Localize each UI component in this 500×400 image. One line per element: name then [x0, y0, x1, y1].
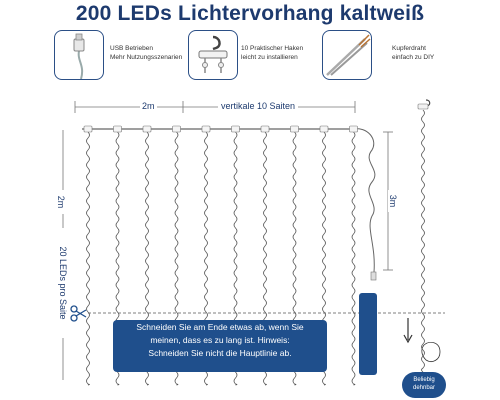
- strand-hook-clip: [143, 126, 151, 132]
- strand-hook-clip: [173, 126, 181, 132]
- page-title: 200 LEDs Lichtervorhang kaltweiß: [75, 2, 425, 25]
- strand-hook-clip: [84, 126, 92, 132]
- feature-usb-line1: USB Betrieben: [110, 45, 153, 52]
- badge-line-2: dehnbar: [412, 385, 436, 391]
- power-cable: [352, 129, 375, 272]
- badge-line-1: Beliebig: [413, 377, 435, 383]
- strand-hook-clip: [202, 126, 210, 132]
- strands-label: vertikale 10 Saiten: [218, 101, 298, 111]
- strand-hook-clip: [261, 126, 269, 132]
- notice-line-2: meinen, dass es zu lang ist. Hinweis:: [150, 335, 290, 345]
- feature-hook-line1: 10 Praktischer Haken: [241, 45, 304, 52]
- strand-hook-clip: [114, 126, 122, 132]
- scissors-icon: [71, 306, 86, 321]
- feature-wire-line2: einfach zu DIY: [392, 54, 435, 61]
- strand-hook-clip: [232, 126, 240, 132]
- led-strand: [352, 132, 355, 385]
- feature-hook-line2: leicht zu installieren: [241, 54, 298, 61]
- width-label: 2m: [142, 101, 155, 111]
- usb-plug: [371, 272, 376, 280]
- stretched-led-strand: [422, 110, 425, 372]
- cable-length-label: 3m: [388, 190, 398, 212]
- cut-notice-panel: [113, 320, 327, 372]
- feature-wire-line1: Kupferdraht: [392, 45, 426, 52]
- height-label: 2m: [56, 190, 66, 214]
- notice-line-3: Schneiden Sie nicht die Hauptlinie ab.: [148, 348, 292, 358]
- feature-usb-line2: Mehr Nutzungsszenarien: [110, 54, 183, 61]
- leds-per-strand-label: 20 LEDs pro Saite: [58, 228, 68, 338]
- stretchable-badge: [402, 372, 446, 398]
- strand-hook-clip: [291, 126, 299, 132]
- strand-hook-clip: [320, 126, 328, 132]
- notice-line-1: Schneiden Sie am Ende etwas ab, wenn Sie: [136, 322, 304, 332]
- power-source-sidebar: [359, 293, 377, 375]
- strand-hook-clip: [350, 126, 358, 132]
- led-strand: [87, 132, 90, 385]
